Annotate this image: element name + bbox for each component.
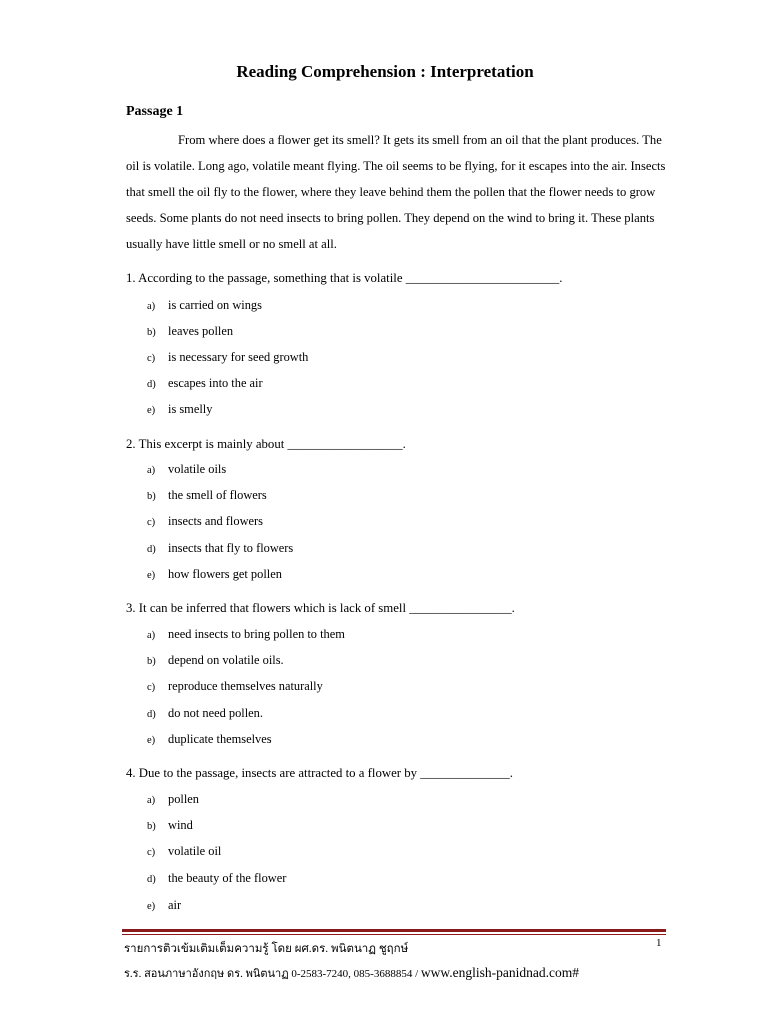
choice-text: air — [168, 898, 182, 912]
choice-text: escapes into the air — [168, 376, 263, 390]
choice-4b — [147, 818, 193, 833]
choice-letter: c) — [147, 517, 156, 528]
choice-text: the smell of flowers — [168, 488, 267, 502]
choice-text: volatile oil — [168, 844, 222, 858]
choice-4a — [147, 792, 199, 807]
choice-1b — [147, 324, 233, 339]
choice-1e — [147, 402, 212, 417]
choice-4c — [147, 844, 221, 859]
choice-letter: d) — [147, 709, 156, 720]
choice-text: insects and flowers — [168, 514, 263, 528]
choice-text: is necessary for seed growth — [168, 350, 309, 364]
choice-letter: c) — [147, 682, 156, 693]
footer-contact — [124, 964, 579, 982]
choice-3a — [147, 627, 345, 642]
passage-line: From where does a flower get its smell? It gets its smell from an oil that the plant produces. The — [178, 133, 662, 147]
choice-text: pollen — [168, 792, 199, 806]
question-3: 3. It can be inferred that flowers which is lack of smell ________________. — [126, 601, 515, 615]
page-title: Reading Comprehension : Interpretation — [236, 62, 534, 81]
passage-line: oil is volatile. Long ago, volatile meant flying. The oil seems to be flying, for it escapes into the air. Insects — [126, 159, 666, 173]
choice-letter: a) — [147, 465, 156, 476]
passage-label: Passage 1 — [126, 104, 184, 119]
choice-letter: a) — [147, 301, 156, 312]
choice-text: need insects to bring pollen to them — [168, 627, 345, 641]
choice-2b — [147, 488, 267, 503]
choice-letter: e) — [147, 901, 156, 912]
footer-website: www.english-panidnad.com# — [420, 965, 579, 980]
choice-text: is carried on wings — [168, 298, 262, 312]
choice-3e — [147, 732, 272, 747]
footer-divider — [122, 934, 666, 935]
choice-text: duplicate themselves — [168, 732, 272, 746]
choice-letter: b) — [147, 327, 156, 338]
choice-letter: b) — [147, 656, 156, 667]
choice-letter: d) — [147, 874, 156, 885]
choice-letter: e) — [147, 735, 156, 746]
footer-contact-text: ร.ร. สอนภาษาอังกฤษ ดร. พนิตนาฏ 0-2583-7240, 085-3688854 / — [124, 968, 419, 980]
choice-text: how flowers get pollen — [168, 567, 282, 581]
choice-text: reproduce themselves naturally — [168, 679, 323, 693]
choice-letter: d) — [147, 544, 156, 555]
question-4: 4. Due to the passage, insects are attracted to a flower by ______________. — [126, 766, 513, 780]
choice-letter: e) — [147, 570, 156, 581]
passage-line: seeds. Some plants do not need insects to bring pollen. They depend on the wind to bring it. These plants — [126, 211, 655, 225]
choice-3b — [147, 653, 284, 668]
choice-letter: a) — [147, 630, 156, 641]
choice-letter: e) — [147, 405, 156, 416]
question-2: 2. This excerpt is mainly about __________________. — [126, 437, 406, 451]
choice-2e — [147, 567, 282, 582]
passage-line: that smell the oil fly to the flower, where they leave behind them the pollen that the flower needs to grow — [126, 185, 656, 199]
choice-letter: c) — [147, 353, 156, 364]
choice-text: leaves pollen — [168, 324, 234, 338]
choice-2a — [147, 462, 226, 477]
page-number: 1 — [656, 937, 662, 949]
choice-letter: d) — [147, 379, 156, 390]
choice-letter: b) — [147, 821, 156, 832]
choice-text: volatile oils — [168, 462, 227, 476]
choice-letter: a) — [147, 795, 156, 806]
choice-1c — [147, 350, 308, 365]
footer-divider — [122, 929, 666, 932]
choice-1a — [147, 298, 262, 313]
choice-3d — [147, 706, 263, 721]
choice-text: wind — [168, 818, 193, 832]
choice-1d — [147, 376, 263, 391]
choice-letter: c) — [147, 847, 156, 858]
footer-course-info: รายการติวเข้มเติมเต็มความรู้ โดย ผศ.ดร. พนิตนาฏ ชูฤกษ์ — [124, 943, 409, 955]
choice-4d — [147, 871, 286, 886]
choice-2d — [147, 541, 293, 556]
choice-text: do not need pollen. — [168, 706, 263, 720]
choice-4e — [147, 898, 181, 913]
passage-line: usually have little smell or no smell at all. — [126, 237, 337, 251]
choice-text: insects that fly to flowers — [168, 541, 294, 555]
choice-3c — [147, 679, 323, 694]
choice-letter: b) — [147, 491, 156, 502]
choice-2c — [147, 514, 263, 529]
question-1: 1. According to the passage, something that is volatile ________________________. — [126, 271, 563, 285]
choice-text: is smelly — [168, 402, 213, 416]
choice-text: depend on volatile oils. — [168, 653, 284, 667]
choice-text: the beauty of the flower — [168, 871, 287, 885]
